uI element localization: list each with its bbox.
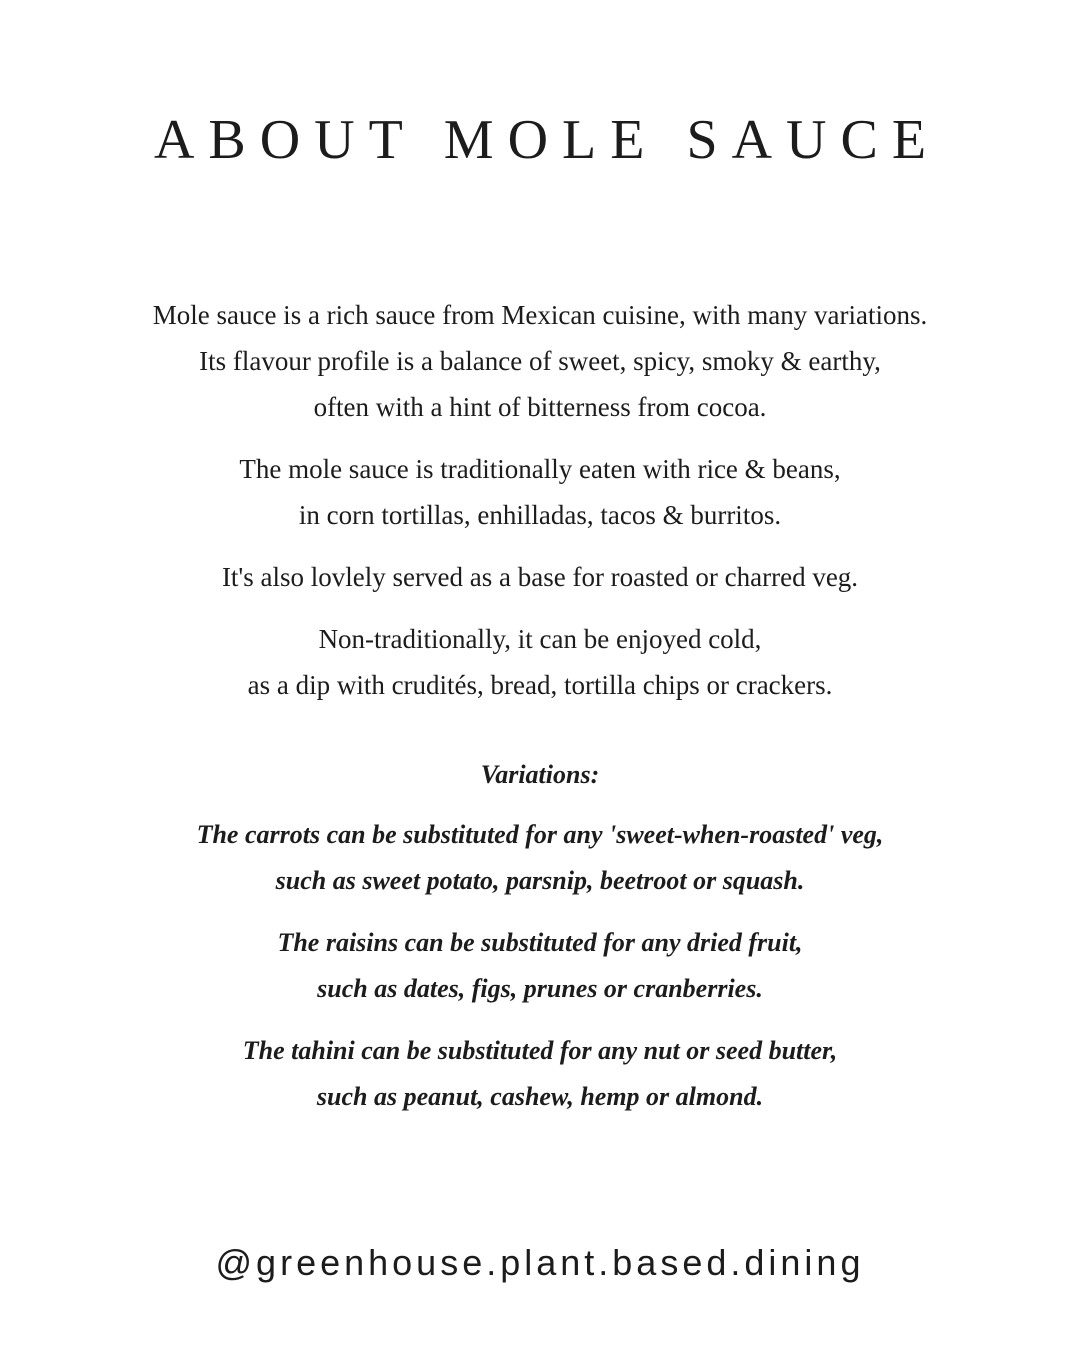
intro-line: Non-traditionally, it can be enjoyed cold,	[318, 624, 762, 654]
variation-item	[0, 812, 1080, 904]
page-title: ABOUT MOLE SAUCE	[153, 109, 941, 171]
intro-paragraph	[0, 292, 1080, 430]
intro-line: It's also lovlely served as a base for roasted or charred veg.	[221, 562, 859, 592]
intro-paragraph	[0, 446, 1080, 538]
variations-heading: Variations:	[480, 760, 600, 789]
variation-line: such as sweet potato, parsnip, beetroot or squash.	[275, 866, 805, 895]
intro-section	[0, 292, 1080, 724]
intro-line: The mole sauce is traditionally eaten with rice & beans,	[239, 454, 841, 484]
intro-paragraph	[0, 554, 1080, 600]
variations-section	[0, 752, 1080, 1136]
variation-item	[0, 1028, 1080, 1120]
variation-line: The raisins can be substituted for any dried fruit,	[277, 928, 803, 957]
intro-line: often with a hint of bitterness from cocoa.	[313, 392, 767, 422]
intro-line: Mole sauce is a rich sauce from Mexican cuisine, with many variations.	[152, 300, 928, 330]
intro-line: in corn tortillas, enhilladas, tacos & burritos.	[298, 500, 782, 530]
variation-line: such as peanut, cashew, hemp or almond.	[316, 1082, 764, 1111]
variation-item	[0, 920, 1080, 1012]
variation-line: The tahini can be substituted for any nut or seed butter,	[242, 1036, 838, 1065]
intro-line: as a dip with crudités, bread, tortilla chips or crackers.	[247, 670, 833, 700]
intro-line: Its flavour profile is a balance of sweet, spicy, smoky & earthy,	[199, 346, 881, 376]
variation-line: such as dates, figs, prunes or cranberries.	[317, 974, 763, 1003]
social-handle: @greenhouse.plant.based.dining	[215, 1242, 865, 1283]
intro-paragraph	[0, 616, 1080, 708]
variation-line: The carrots can be substituted for any 'sweet-when-roasted' veg,	[196, 820, 884, 849]
